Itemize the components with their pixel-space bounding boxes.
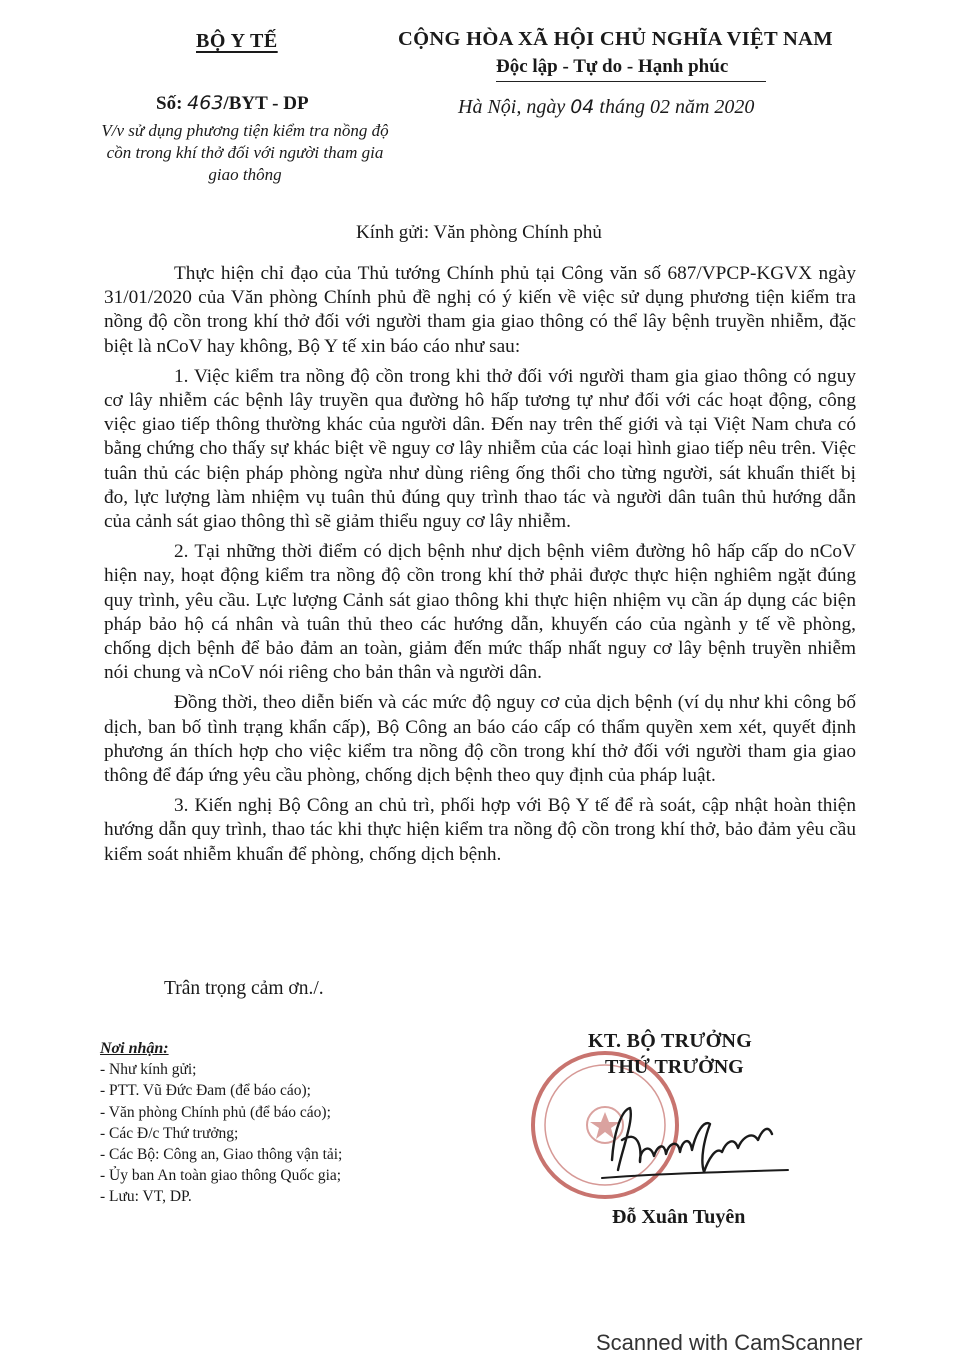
national-motto: Độc lập - Tự do - Hạnh phúc xyxy=(496,56,729,77)
distribution-label: Nơi nhận: xyxy=(100,1040,169,1057)
issuing-agency: BỘ Y TẾ xyxy=(196,30,278,52)
signer-title-primary: KT. BỘ TRƯỞNG xyxy=(588,1030,753,1052)
addressee-line: Kính gửi: Văn phòng Chính phủ xyxy=(356,222,602,243)
scanner-watermark: Scanned with CamScanner xyxy=(596,1330,863,1355)
document-number-suffix: /BYT - DP xyxy=(223,93,309,114)
place-date xyxy=(458,96,754,119)
signer-title-secondary: THỨ TRƯỞNG xyxy=(605,1056,744,1078)
body-paragraph: Thực hiện chỉ đạo của Thủ tướng Chính phủ tại Công văn số 687/VPCP-KGVX ngày 31/01/2020 của Văn phòng Chính phủ đề nghị có ý kiến về việc sử dụng phương tiện kiểm tra nồng độ cồn trong khí thở đối với người tham gia giao thông có thể lây bệnh truyền nhiễm, đặc biệt là nCoV hay không, Bộ Y tế xin báo cáo như sau: xyxy=(104,263,856,357)
date-day-handwritten: 04 xyxy=(570,96,595,118)
signer-name: Đỗ Xuân Tuyên xyxy=(612,1206,746,1228)
list-item: - Như kính gửi; xyxy=(100,1061,197,1079)
list-item: - Văn phòng Chính phủ (để báo cáo); xyxy=(100,1103,331,1121)
list-item: - Lưu: VT, DP. xyxy=(100,1188,192,1206)
list-item: - Các Bộ: Công an, Giao thông vận tải; xyxy=(100,1146,343,1164)
body-paragraph: Đồng thời, theo diễn biến và các mức độ nguy cơ của dịch bệnh (ví dụ như khi công bố dịch, ban bố tình trạng khẩn cấp), Bộ Công an báo cáo cấp có thẩm quyền xem xét, quyết định phương án thích hợp cho việc kiểm tra nồng độ cồn trong khí thở đối với người tham gia giao thông để đáp ứng yêu cầu phòng, chống dịch bệnh theo quy định của pháp luật. xyxy=(104,692,856,787)
date-suffix: tháng 02 năm 2020 xyxy=(599,96,755,118)
national-title: CỘNG HÒA XÃ HỘI CHỦ NGHĨA VIỆT NAM xyxy=(398,28,833,50)
handwritten-signature-icon xyxy=(592,1090,792,1190)
list-item: - Ủy ban An toàn giao thông Quốc gia; xyxy=(100,1167,342,1185)
letter-body xyxy=(104,262,856,873)
body-paragraph: 3. Kiến nghị Bộ Công an chủ trì, phối hợp với Bộ Y tế để rà soát, cập nhật hoàn thiện hướng dẫn quy trình, thao tác khi thực hiện kiểm tra nồng độ cồn trong khí thở, bảo đảm yêu cầu kiểm soát nhiễm khuẩn để phòng, chống dịch bệnh. xyxy=(104,795,856,865)
closing-line: Trân trọng cảm ơn./. xyxy=(164,978,324,999)
date-prefix: Hà Nội, ngày xyxy=(458,96,566,118)
distribution-items xyxy=(100,1059,420,1207)
body-paragraph: 1. Việc kiểm tra nồng độ cồn trong khi thở đối với người tham gia giao thông có nguy cơ lây nhiễm các bệnh lây truyền qua đường hô hấp tương tự như đối với các hoạt động, công việc giao tiếp thông thường khác của người dân. Đến nay trên thế giới và tại Việt Nam chưa có bằng chứng cho thấy sự khác biệt về nguy cơ lây nhiễm của các loại hình giao tiếp nêu trên. Việc tuân thủ các biện pháp phòng ngừa như dùng riêng ống thổi cho từng người, sát khuẩn thiết bị đo, lực lượng làm nhiệm vụ tuân thủ đúng quy trình thao tác và người dân tuân thủ hướng dẫn của cảnh sát giao thông thì sẽ giảm thiểu nguy cơ lây nhiễm. xyxy=(104,365,856,533)
list-item: - Các Đ/c Thứ trưởng; xyxy=(100,1124,239,1142)
distribution-list xyxy=(100,1038,420,1208)
body-paragraph: 2. Tại những thời điểm có dịch bệnh như dịch bệnh viêm đường hô hấp cấp do nCoV hiện nay, hoạt động kiểm tra nồng độ cồn trong khí thở phải được thực hiện nghiêm ngặt đúng quy trình, yêu cầu. Lực lượng Cảnh sát giao thông khi thực hiện nhiệm vụ cần áp dụng các biện pháp bảo hộ cá nhân và tuân thủ theo các hướng dẫn, khuyến cáo của ngành y tế về phòng, chống dịch bệnh để bảo đảm an toàn, giảm đến mức thấp nhất nguy cơ lây bệnh truyền nhiễm nói chung và nCoV nói riêng cho bản thân và người dân. xyxy=(104,541,856,684)
motto-underline xyxy=(496,81,766,82)
document-number-handwritten: 463 xyxy=(187,92,224,114)
document-subject: V/v sử dụng phương tiện kiểm tra nồng độ cồn trong khí thở đối với người tham gia giao thông xyxy=(101,121,389,184)
list-item: - PTT. Vũ Đức Đam (để báo cáo); xyxy=(100,1082,311,1100)
document-number xyxy=(156,92,309,115)
document-number-prefix: Số: xyxy=(156,93,183,114)
